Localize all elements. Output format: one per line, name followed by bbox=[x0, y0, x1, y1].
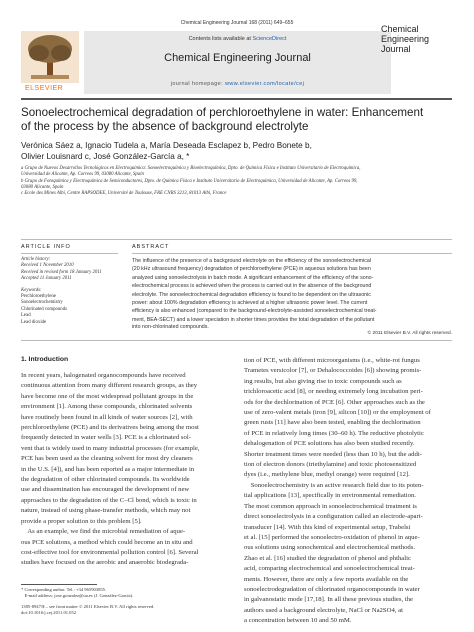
author-line: Verónica Sáez a, Ignacio Tudela a, María Deseada Esclapez b, Pedro Bonete b, bbox=[21, 141, 312, 150]
body-line: frequently detected in water wells [3]. PCE is a chlorinated sol- bbox=[21, 434, 191, 442]
body-line: cost-effective tool for environmental pollution control [6]. Several bbox=[21, 548, 199, 556]
affiliation-line: b Grupo de Fotoquímica y Electroquímica de Semiconductores, Dpto. de Química Física e Instituto Universitario de Electroquímica, Universidad de Alicante, Ap. Correos 99, bbox=[21, 178, 358, 184]
author-line: Olivier Louisnard c, José González-García a, * bbox=[21, 152, 190, 161]
body-line: transducer [14]. With this kind of experimental setup, Trabelsi bbox=[244, 523, 411, 531]
body-line: Trametes versicolor [7], or Dehalococcoides [6]) showing promis- bbox=[244, 367, 422, 375]
abstract-line: electrolyte. The sonoelectrochemical degradation efficiency is found to be dependent on the ultrasonic bbox=[132, 291, 371, 298]
body-column-right bbox=[244, 356, 452, 627]
article-title bbox=[21, 106, 452, 134]
cover-title-line: Journal bbox=[381, 44, 411, 54]
body-line: have become one of the most widespread pollutant groups in the bbox=[21, 392, 194, 400]
affiliations bbox=[21, 166, 452, 197]
body-line: acid, comparing electrochemical and sonoelectrochemical treat- bbox=[244, 565, 415, 573]
footnote-line: * Corresponding author. Tel.: +34 965903855. bbox=[21, 587, 107, 592]
keyword: Chlorinated compounds bbox=[21, 306, 67, 312]
body-line: nature, instead of using phase-transfer methods, which may not bbox=[21, 507, 191, 515]
history-item: Received 1 November 2010 bbox=[21, 263, 74, 269]
body-line: Sonoelectrochemistry is an active research field due to its poten- bbox=[244, 481, 424, 489]
body-line: environment [1]. Among these compounds, chlorinated solvents bbox=[21, 403, 193, 411]
body-line: dehalogenation of PCE solutions has also been studied recently. bbox=[244, 440, 415, 448]
cover-title-line: Chemical bbox=[381, 24, 419, 34]
section-divider bbox=[21, 239, 452, 240]
contents-line bbox=[84, 36, 391, 42]
abstract-line: ment, BEA-SECT) and a lower speciation in shorter times provides the total degradation of the pollutant bbox=[132, 316, 375, 323]
body-line: direct sonoelectrolysis in a configuration called an electrode-apart- bbox=[244, 513, 423, 521]
abstract-heading: ABSTRACT bbox=[132, 244, 170, 250]
tree-icon bbox=[21, 31, 79, 83]
header-divider bbox=[21, 98, 452, 100]
body-line: authors used a background electrolyte, NaCl or Na2SO4, at bbox=[244, 606, 403, 614]
body-line: ods for the dechlorination of PCE [6]. Other approaches such as the bbox=[244, 398, 425, 406]
abstract-divider bbox=[132, 253, 452, 254]
cover-title-line: Engineering bbox=[381, 34, 430, 44]
keyword: Lead bbox=[21, 313, 31, 319]
author-list bbox=[21, 140, 452, 162]
affiliation-line: a Grupo de Nuevos Desarrollos Tecnológicos en Electroquímica: Sonoelectroquímica y Bioelectroquímica, Dpto. de Química Física e Instituto Universitario de Electroquímica, bbox=[21, 166, 361, 171]
journal-masthead bbox=[84, 31, 391, 94]
journal-cover-title bbox=[381, 24, 436, 54]
abstract-text bbox=[132, 257, 452, 324]
abstract-line: efficiency is also enhanced (compared to the background-electrolyte-assisted sonoelectrochemical treat- bbox=[132, 308, 377, 315]
journal-title: Chemical Engineering Journal bbox=[164, 52, 311, 64]
body-line: In recent years, halogenated organocompounds have received bbox=[21, 372, 186, 379]
body-column-left bbox=[21, 371, 229, 569]
history-item: Accepted 11 January 2011 bbox=[21, 276, 72, 282]
body-line: Zhao et al. [16] studied the degradation of phenol and phthalic bbox=[244, 554, 411, 562]
body-line: As an example, we find the microbial remediation of aque- bbox=[21, 528, 186, 536]
body-line: ing results, but also giving rise to toxic compounds such as bbox=[244, 377, 402, 385]
body-line: in galvanostatic mode [17,18]. In all these previous studies, the bbox=[244, 596, 414, 604]
copyright-notice: © 2011 Elsevier B.V. All rights reserved. bbox=[367, 331, 452, 336]
elsevier-tree-logo bbox=[21, 31, 79, 94]
body-line: in the U.S. [4]), and has been reported as a major intermediate in bbox=[21, 465, 195, 473]
body-line: provide a proper solution to this problem [5]. bbox=[21, 517, 142, 525]
keyword: Perchloroethylene bbox=[21, 294, 56, 300]
body-line: perchloroethylene (PCE) and its derivatives being among the most bbox=[21, 424, 199, 432]
title-line: of the process by the absence of background electrolyte bbox=[21, 120, 309, 133]
body-line: ous PCE solutions, a method which could become an in situ and bbox=[21, 538, 193, 546]
body-line: a concentration between 10 and 50 mM. bbox=[244, 617, 352, 625]
publisher-name: ELSEVIER bbox=[25, 85, 64, 92]
body-line: trichloroacetic acid [8], or needing extremely long incubation peri- bbox=[244, 388, 423, 396]
body-line: ments. However, there are only a few reports available on the bbox=[244, 575, 409, 583]
keyword: Sonoelectrochemistry bbox=[21, 300, 63, 306]
abstract-line: The influence of the presence of a background electrolyte on the efficiency of the sonoelectrochemical bbox=[132, 258, 371, 264]
body-line: PCE has been used as the cleaning solvent for most dry cleaners bbox=[21, 455, 193, 463]
section-heading: 1. Introduction bbox=[21, 356, 69, 363]
body-line: green rusts [11] have also been tested, enabling the dechlorination bbox=[244, 419, 421, 427]
title-line: Sonoelectrochemical degradation of perchloroethylene in water: Enhancement bbox=[21, 106, 424, 119]
sciencedirect-link[interactable]: ScienceDirect bbox=[252, 36, 287, 42]
homepage-link[interactable]: www.elsevier.com/locate/cej bbox=[225, 81, 305, 87]
body-line: tion of PCE, with different microorganisms (i.e., white-rot fungus bbox=[244, 357, 420, 364]
body-line: Shorter treatment times were needed (less than 10 h), but the addi- bbox=[244, 450, 422, 458]
body-line: The most common approach in sonoelectrochemical treatment is bbox=[244, 502, 417, 510]
body-line: tial applications [13], specifically in environmental remediation. bbox=[244, 492, 416, 500]
affiliation-line: c Ecole des Mines Albi, Centre RAPSODEE, Université de Toulouse, FRE CNRS 3213, 81013 Albi, France bbox=[21, 191, 227, 197]
abstract-line: analyzed using sonoelectrolysis in batch mode. A significant enhancement of the efficiency of the sono- bbox=[132, 274, 374, 281]
affiliation-line: 03080 Alicante, Spain bbox=[21, 184, 64, 190]
body-line: have routinely been found in all kinds of water sources [2], with bbox=[21, 413, 193, 421]
contents-prefix: Contents lists available at bbox=[188, 36, 251, 42]
keywords-label: Keywords: bbox=[21, 287, 42, 293]
footnotes bbox=[21, 587, 229, 616]
info-divider bbox=[21, 253, 118, 254]
abstract-line: power: about 100% degradation efficiency is achieved at a higher ultrasonic power level. The current bbox=[132, 300, 368, 307]
body-line: of PCE in relatively long times (30–60 h). The reductive photolytic bbox=[244, 429, 424, 437]
footnote-line: E-mail address: jose.gonzalez@ua.es (J. González-García). bbox=[21, 593, 134, 599]
body-line: continuous attention from many different research groups, as they bbox=[21, 382, 198, 390]
homepage-label: journal homepage: bbox=[170, 81, 224, 87]
body-line: studies have focused on the aerobic and anaerobic biodegrada- bbox=[21, 559, 189, 567]
footnote-divider bbox=[21, 584, 97, 585]
article-history bbox=[21, 257, 121, 326]
abstract-line: electrochemical process is achieved when the process is carried out in the absence of the background bbox=[132, 283, 372, 290]
journal-reference: Chemical Engineering Journal 168 (2011) 649–655 bbox=[180, 20, 294, 26]
article-info-heading: ARTICLE INFO bbox=[21, 244, 71, 250]
homepage-line bbox=[84, 81, 391, 87]
body-line: vent that is widely used in many industrial processes (for example, bbox=[21, 444, 200, 452]
history-label: Article history: bbox=[21, 257, 51, 262]
abstract-line: (20 kHz ultrasound frequency) degradation of perchloroethylene (PCE) in aqueous solutions has been bbox=[132, 266, 371, 273]
body-line: approaches to the degradation of the C–Cl bond, which is toxic in bbox=[21, 496, 197, 504]
abstract-bottom-divider bbox=[21, 340, 452, 341]
footnote-line: doi:10.1016/j.cej.2011.01.052 bbox=[21, 609, 77, 615]
body-line: ous solutions using sonochemical and electrochemical methods. bbox=[244, 544, 416, 552]
body-line: dyes (i.e., methylene blue, methyl orange) were required [12]. bbox=[244, 471, 410, 479]
body-line: tion of electron donors (triethylamine) and toxic photosensitized bbox=[244, 461, 417, 469]
body-line: use and dissemination has encouraged the development of new bbox=[21, 486, 190, 494]
body-line: the degradation of other chlorinated compounds. Its worldwide bbox=[21, 476, 190, 484]
abstract-line: into non-chlorinated compounds. bbox=[132, 324, 209, 330]
history-item: Received in revised form 18 January 2011 bbox=[21, 269, 102, 275]
body-line: et al. [15] performed the sonoelectro-oxidation of phenol in aque- bbox=[244, 533, 420, 541]
body-line: use of zero-valent metals (iron [9], silicon [10]) or the employment of bbox=[244, 409, 431, 417]
affiliation-line: Universidad de Alicante, Ap. Correos 99, 03080 Alicante, Spain bbox=[21, 172, 144, 178]
keyword: Lead dioxide bbox=[21, 319, 47, 325]
footnote-line: 1385-8947/$ – see front matter © 2011 Elsevier B.V. All rights reserved. bbox=[21, 603, 155, 609]
body-line: sonoelectrodegradation of chlorinated organocompounds in water bbox=[244, 585, 420, 593]
